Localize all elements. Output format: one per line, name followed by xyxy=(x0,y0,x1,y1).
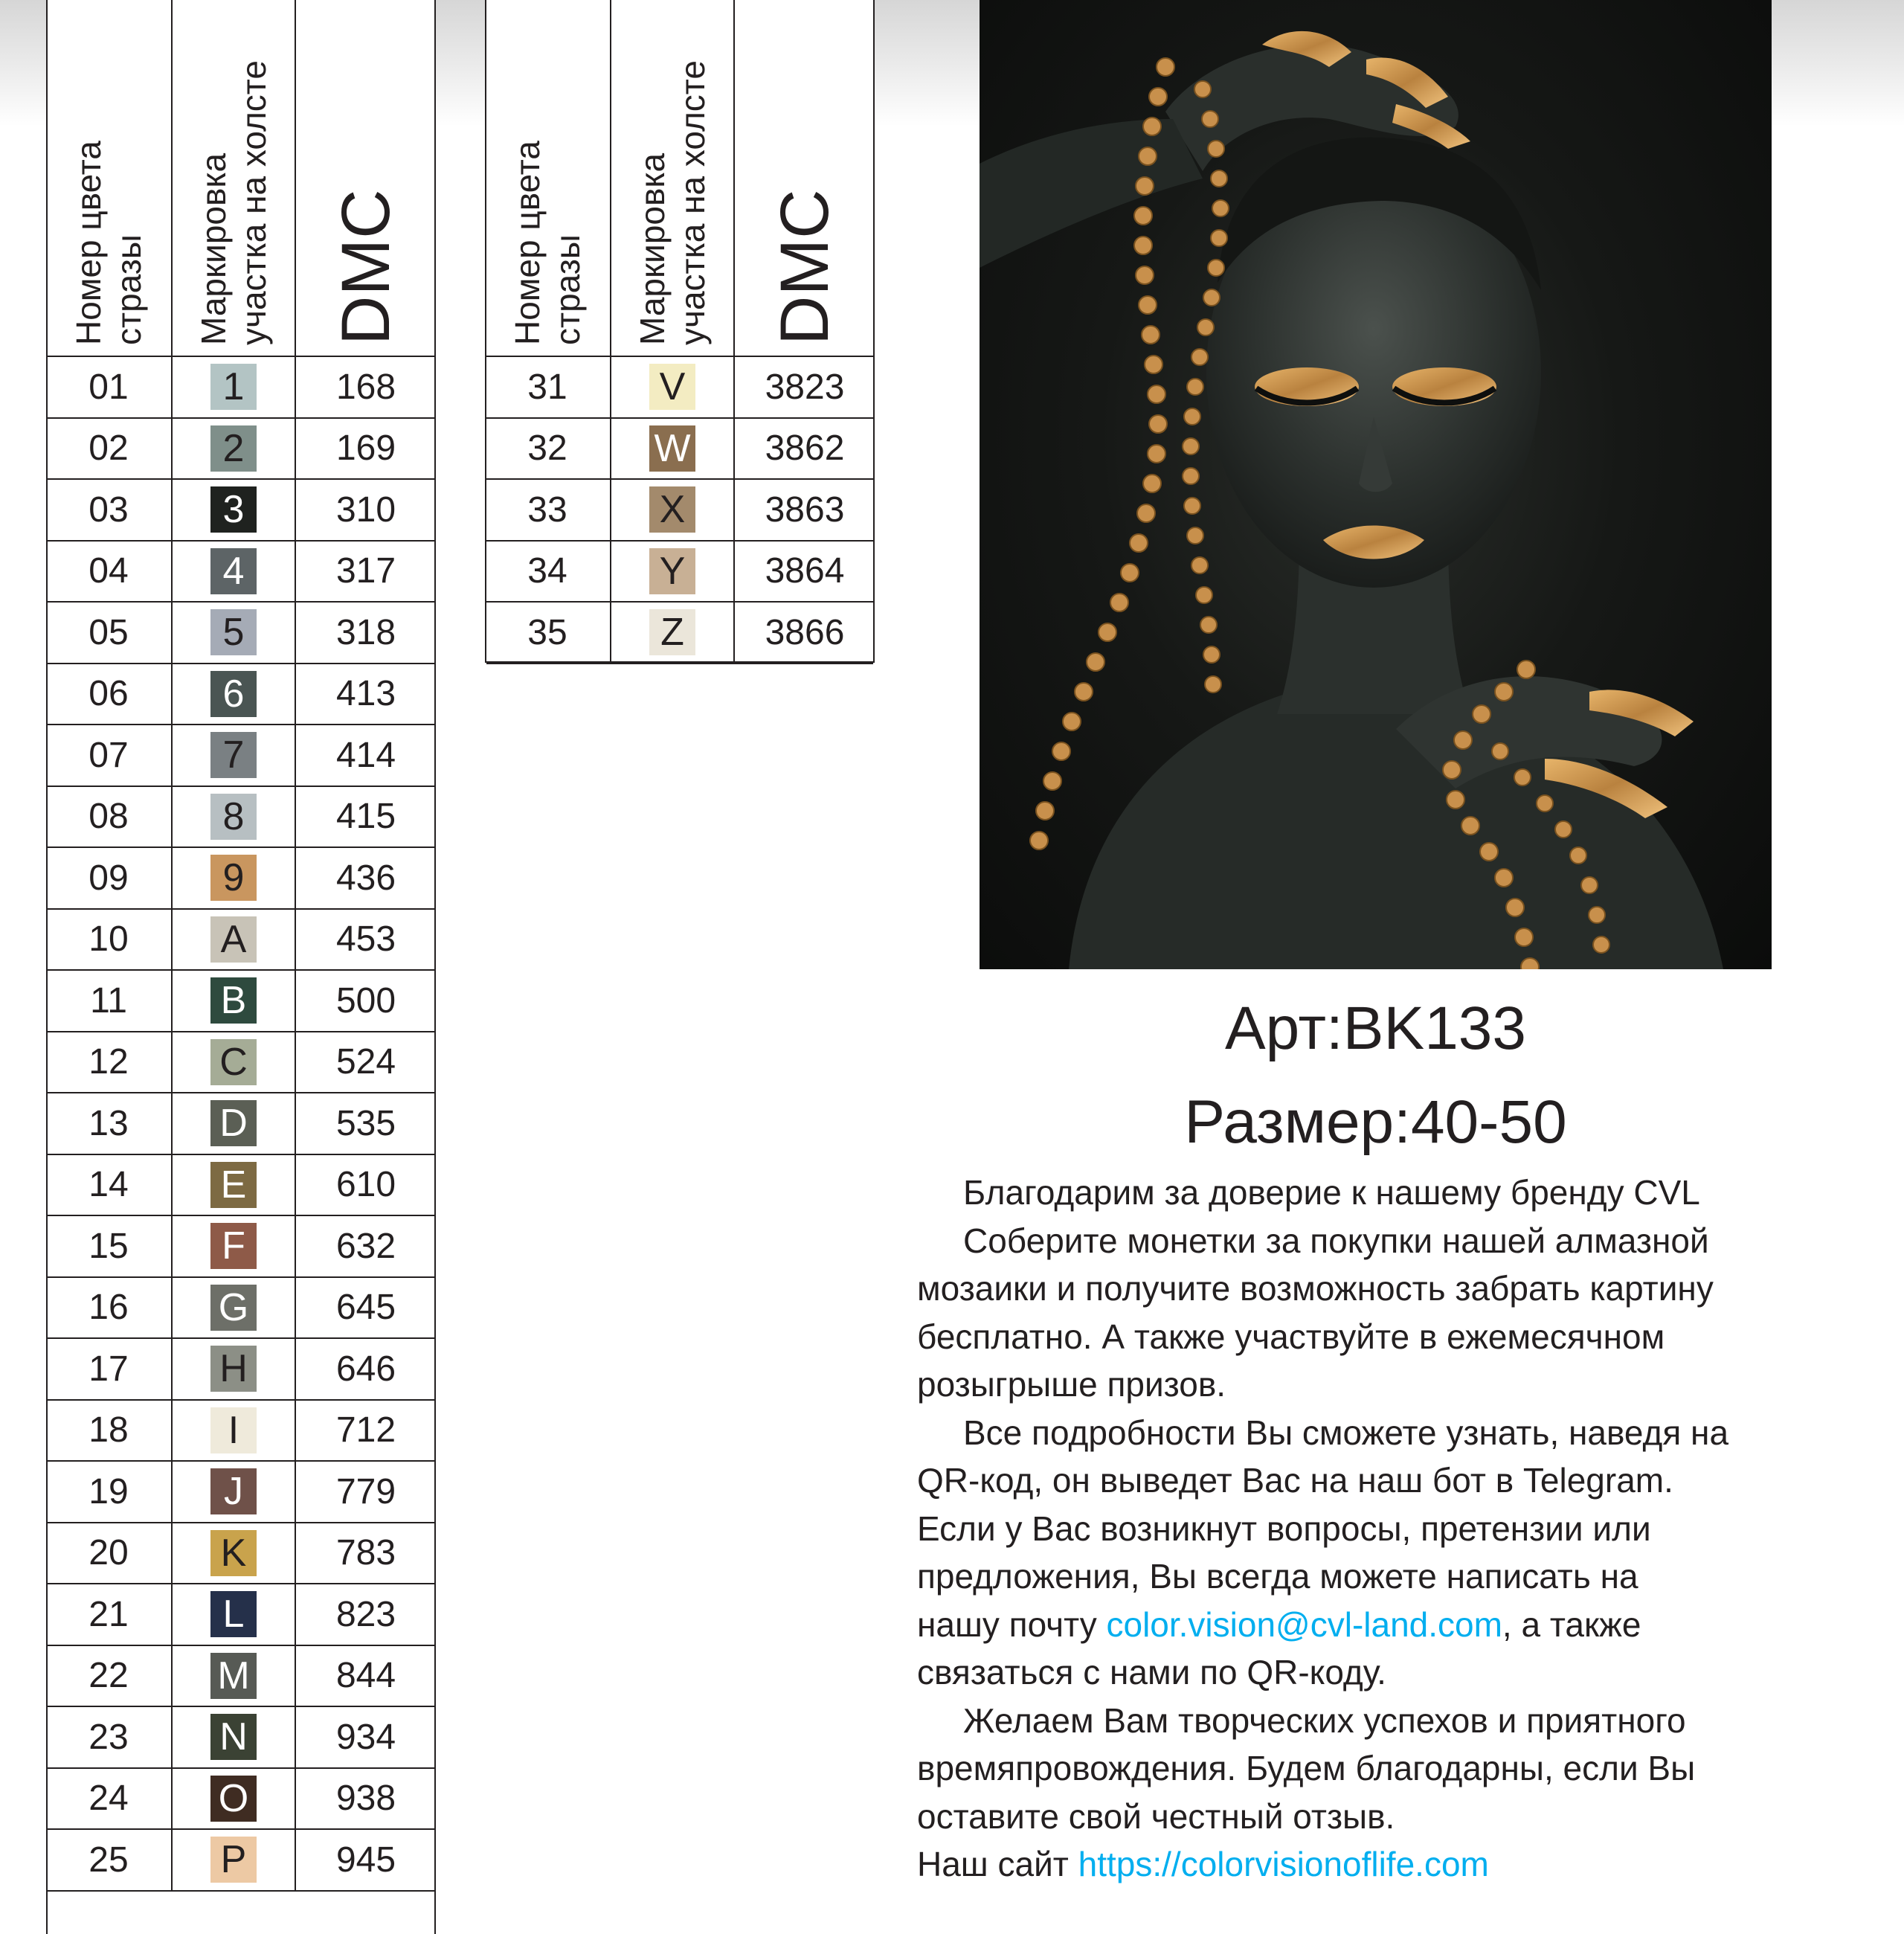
color-swatch: O xyxy=(210,1776,257,1822)
color-swatch: F xyxy=(210,1223,257,1269)
color-number: 25 xyxy=(89,1840,129,1880)
dmc-code: 632 xyxy=(295,1216,436,1276)
table-row xyxy=(48,848,434,910)
canvas-marking-cell xyxy=(171,419,295,479)
color-number: 07 xyxy=(89,735,129,775)
dmc-code: 646 xyxy=(295,1339,436,1399)
dmc-code: 823 xyxy=(295,1584,436,1645)
table-row xyxy=(486,603,873,664)
dmc-code: 414 xyxy=(295,725,436,786)
dmc-code: 317 xyxy=(295,542,436,602)
color-swatch: J xyxy=(210,1468,257,1514)
table-row xyxy=(48,725,434,787)
text-line: связаться с нами по QR-коду. xyxy=(917,1653,1386,1692)
color-swatch: K xyxy=(210,1530,257,1576)
canvas-marking-cell xyxy=(171,1646,295,1706)
table-row xyxy=(48,1278,434,1340)
color-swatch: 8 xyxy=(210,794,257,840)
table-row xyxy=(48,1830,434,1892)
dmc-code: 524 xyxy=(295,1032,436,1093)
color-number: 31 xyxy=(527,367,567,407)
table-row xyxy=(48,1584,434,1646)
canvas-marking-cell xyxy=(171,1278,295,1338)
text-line: мозаики и получите возможность забрать картину xyxy=(917,1269,1714,1308)
color-number: 01 xyxy=(89,367,129,407)
color-number: 17 xyxy=(89,1349,129,1389)
color-swatch: G xyxy=(210,1285,257,1331)
canvas-marking-cell xyxy=(171,1093,295,1154)
color-number: 03 xyxy=(89,489,129,530)
color-number: 32 xyxy=(527,428,567,469)
canvas-marking-cell xyxy=(171,1769,295,1829)
dmc-code: 436 xyxy=(295,848,436,908)
dmc-code: 415 xyxy=(295,787,436,847)
color-number: 14 xyxy=(89,1165,129,1205)
dmc-code: 169 xyxy=(295,419,436,479)
table-row xyxy=(486,480,873,542)
color-swatch: H xyxy=(210,1346,257,1392)
color-number: 02 xyxy=(89,428,129,469)
email-suffix: , а также xyxy=(1502,1604,1641,1644)
dmc-code: 310 xyxy=(295,480,436,540)
color-swatch: Y xyxy=(649,548,695,594)
dmc-code: 783 xyxy=(295,1523,436,1584)
color-swatch: 5 xyxy=(210,609,257,655)
color-swatch: N xyxy=(210,1714,257,1760)
canvas-marking-cell xyxy=(610,480,733,540)
dmc-code: 844 xyxy=(295,1646,436,1706)
color-swatch: Z xyxy=(649,609,695,655)
canvas-marking-cell xyxy=(171,664,295,725)
color-number: 08 xyxy=(89,797,129,837)
canvas-marking-cell xyxy=(171,1032,295,1093)
canvas-marking-cell xyxy=(610,603,733,663)
canvas-marking-cell xyxy=(171,725,295,786)
dmc-code: 934 xyxy=(295,1707,436,1767)
dmc-code: 413 xyxy=(295,664,436,725)
color-number: 18 xyxy=(89,1410,129,1450)
details-paragraph xyxy=(917,1409,1884,1697)
dmc-code: 3864 xyxy=(733,542,875,602)
table-row xyxy=(48,1032,434,1094)
header-column-dmc xyxy=(733,0,875,356)
table-body xyxy=(486,357,873,664)
table-row xyxy=(48,664,434,726)
header-dmc-label: DMC xyxy=(328,189,404,345)
text-line: Если у Вас возникнут вопросы, претензии или xyxy=(917,1509,1651,1548)
dmc-code: 3823 xyxy=(733,357,875,417)
table-row xyxy=(48,603,434,664)
color-swatch: 2 xyxy=(210,425,257,472)
text-line: розыгрыше призов. xyxy=(917,1365,1226,1404)
color-number: 09 xyxy=(89,858,129,898)
table-row xyxy=(48,542,434,603)
table-row xyxy=(48,910,434,971)
dmc-code: 500 xyxy=(295,971,436,1031)
canvas-marking-cell xyxy=(171,1584,295,1645)
dmc-code: 712 xyxy=(295,1401,436,1461)
color-number: 35 xyxy=(527,612,567,652)
dmc-code: 645 xyxy=(295,1278,436,1338)
table-row xyxy=(48,1523,434,1585)
header-canvas-marking-label: Маркировка участка на холсте xyxy=(633,60,712,345)
email-line xyxy=(917,1601,1884,1649)
color-swatch: I xyxy=(210,1407,257,1453)
canvas-marking-cell xyxy=(171,1707,295,1767)
canvas-marking-cell xyxy=(610,542,733,602)
canvas-marking-cell xyxy=(171,1830,295,1890)
dmc-code: 535 xyxy=(295,1093,436,1154)
color-swatch: M xyxy=(210,1653,257,1699)
canvas-marking-cell xyxy=(171,1155,295,1215)
table-row xyxy=(48,480,434,542)
color-number: 23 xyxy=(89,1717,129,1757)
table-row xyxy=(48,787,434,849)
color-swatch: B xyxy=(210,977,257,1024)
table-row xyxy=(486,357,873,419)
header-column-color-number xyxy=(486,0,608,356)
canvas-marking-cell xyxy=(171,357,295,417)
color-number: 34 xyxy=(527,551,567,591)
text-line: QR-код, он выведет Вас на наш бот в Telegram. xyxy=(917,1461,1673,1500)
color-swatch: 1 xyxy=(210,364,257,410)
color-number: 04 xyxy=(89,551,129,591)
canvas-marking-cell xyxy=(171,1462,295,1522)
table-row xyxy=(48,1462,434,1523)
color-swatch: 6 xyxy=(210,671,257,717)
article-number: Арт:BK133 xyxy=(1224,995,1527,1062)
table-row xyxy=(48,1401,434,1462)
color-number: 19 xyxy=(89,1471,129,1511)
color-swatch: 7 xyxy=(210,732,257,778)
email-prefix: нашу почту xyxy=(917,1604,1107,1644)
coins-paragraph xyxy=(917,1217,1884,1409)
canvas-marking-cell xyxy=(171,603,295,663)
color-swatch: 4 xyxy=(210,548,257,594)
table-row xyxy=(48,1646,434,1708)
header-canvas-marking-label: Маркировка участка на холсте xyxy=(194,60,273,345)
color-number: 11 xyxy=(90,980,127,1021)
color-swatch: 3 xyxy=(210,486,257,533)
text-line: бесплатно. А также участвуйте в ежемесячном xyxy=(917,1317,1665,1356)
table-row xyxy=(48,1707,434,1769)
table-row xyxy=(48,357,434,419)
color-swatch: A xyxy=(210,916,257,963)
table-row xyxy=(48,1155,434,1217)
dmc-code: 168 xyxy=(295,357,436,417)
color-number: 10 xyxy=(89,919,129,960)
dmc-code: 945 xyxy=(295,1830,436,1890)
email-link[interactable]: color.vision@cvl-land.com xyxy=(1106,1604,1502,1644)
site-label: Наш сайт xyxy=(917,1845,1078,1883)
color-number: 13 xyxy=(89,1103,129,1143)
dmc-code: 3863 xyxy=(733,480,875,540)
dmc-code: 3862 xyxy=(733,419,875,479)
site-line xyxy=(917,1840,1884,1889)
dmc-code: 318 xyxy=(295,603,436,663)
table-body xyxy=(48,357,434,1892)
canvas-marking-cell xyxy=(610,357,733,417)
table-row xyxy=(48,1216,434,1278)
color-number: 15 xyxy=(89,1226,129,1266)
header-column-canvas-marking xyxy=(171,0,295,356)
canvas-marking-cell xyxy=(610,419,733,479)
color-swatch: P xyxy=(210,1837,257,1883)
thanks-paragraph xyxy=(917,1169,1884,1217)
color-number: 21 xyxy=(89,1594,129,1634)
canvas-marking-cell xyxy=(171,1401,295,1461)
color-swatch: W xyxy=(649,425,695,472)
color-number: 12 xyxy=(89,1042,129,1082)
canvas-marking-cell xyxy=(171,787,295,847)
color-number: 22 xyxy=(89,1656,129,1696)
canvas-marking-cell xyxy=(171,910,295,970)
color-swatch: 9 xyxy=(210,855,257,901)
table-row xyxy=(48,419,434,481)
header-color-number-label: Номер цвета стразы xyxy=(69,141,148,345)
table-row xyxy=(48,1339,434,1401)
text-line: предложения, Вы всегда можете написать на xyxy=(917,1557,1638,1596)
product-size: Размер:40-50 xyxy=(1184,1088,1567,1156)
table-header xyxy=(48,0,434,357)
table-row xyxy=(486,542,873,603)
site-paragraph xyxy=(917,1840,1884,1889)
text-line: времяпровождения. Будем благодарны, если Вы xyxy=(917,1749,1696,1787)
header-column-dmc xyxy=(295,0,436,356)
color-legend-table-right xyxy=(485,0,875,663)
header-column-color-number xyxy=(48,0,170,356)
color-number: 20 xyxy=(89,1533,129,1573)
color-number: 05 xyxy=(89,612,129,652)
color-number: 16 xyxy=(89,1288,129,1328)
header-column-canvas-marking xyxy=(610,0,733,356)
table-row xyxy=(486,419,873,481)
table-row xyxy=(48,1093,434,1155)
dmc-code: 938 xyxy=(295,1769,436,1829)
canvas-marking-cell xyxy=(171,1523,295,1584)
dmc-code: 779 xyxy=(295,1462,436,1522)
text-line: Благодарим за доверие к нашему бренду CVL xyxy=(963,1173,1700,1212)
text-line: Все подробности Вы сможете узнать, наведя на xyxy=(963,1413,1729,1452)
header-dmc-label: DMC xyxy=(767,189,843,345)
text-line: Соберите монетки за покупки нашей алмазной xyxy=(963,1221,1709,1260)
description-text xyxy=(917,1169,1884,1889)
color-swatch: X xyxy=(649,486,695,533)
canvas-marking-cell xyxy=(171,971,295,1031)
site-link[interactable]: https://colorvisionoflife.com xyxy=(1078,1845,1489,1883)
dmc-code: 3866 xyxy=(733,603,875,663)
table-row xyxy=(48,1769,434,1831)
dmc-code: 610 xyxy=(295,1155,436,1215)
canvas-marking-cell xyxy=(171,1339,295,1399)
canvas-marking-cell xyxy=(171,848,295,908)
header-color-number-label: Номер цвета стразы xyxy=(508,141,587,345)
color-swatch: C xyxy=(210,1039,257,1085)
canvas-marking-cell xyxy=(171,480,295,540)
product-photo xyxy=(980,0,1772,969)
color-number: 24 xyxy=(89,1779,129,1819)
table-header xyxy=(486,0,873,357)
color-legend-table-left xyxy=(46,0,436,1934)
color-swatch: D xyxy=(210,1100,257,1146)
color-swatch: E xyxy=(210,1162,257,1208)
wishes-paragraph xyxy=(917,1697,1884,1841)
portrait-illustration xyxy=(980,0,1772,969)
color-swatch: V xyxy=(649,364,695,410)
color-swatch: L xyxy=(210,1591,257,1637)
dmc-code: 453 xyxy=(295,910,436,970)
color-number: 33 xyxy=(527,489,567,530)
canvas-marking-cell xyxy=(171,1216,295,1276)
text-line: Желаем Вам творческих успехов и приятного xyxy=(963,1700,1686,1740)
text-line: оставите свой честный отзыв. xyxy=(917,1796,1395,1836)
canvas-marking-cell xyxy=(171,542,295,602)
table-row xyxy=(48,971,434,1032)
color-number: 06 xyxy=(89,674,129,714)
